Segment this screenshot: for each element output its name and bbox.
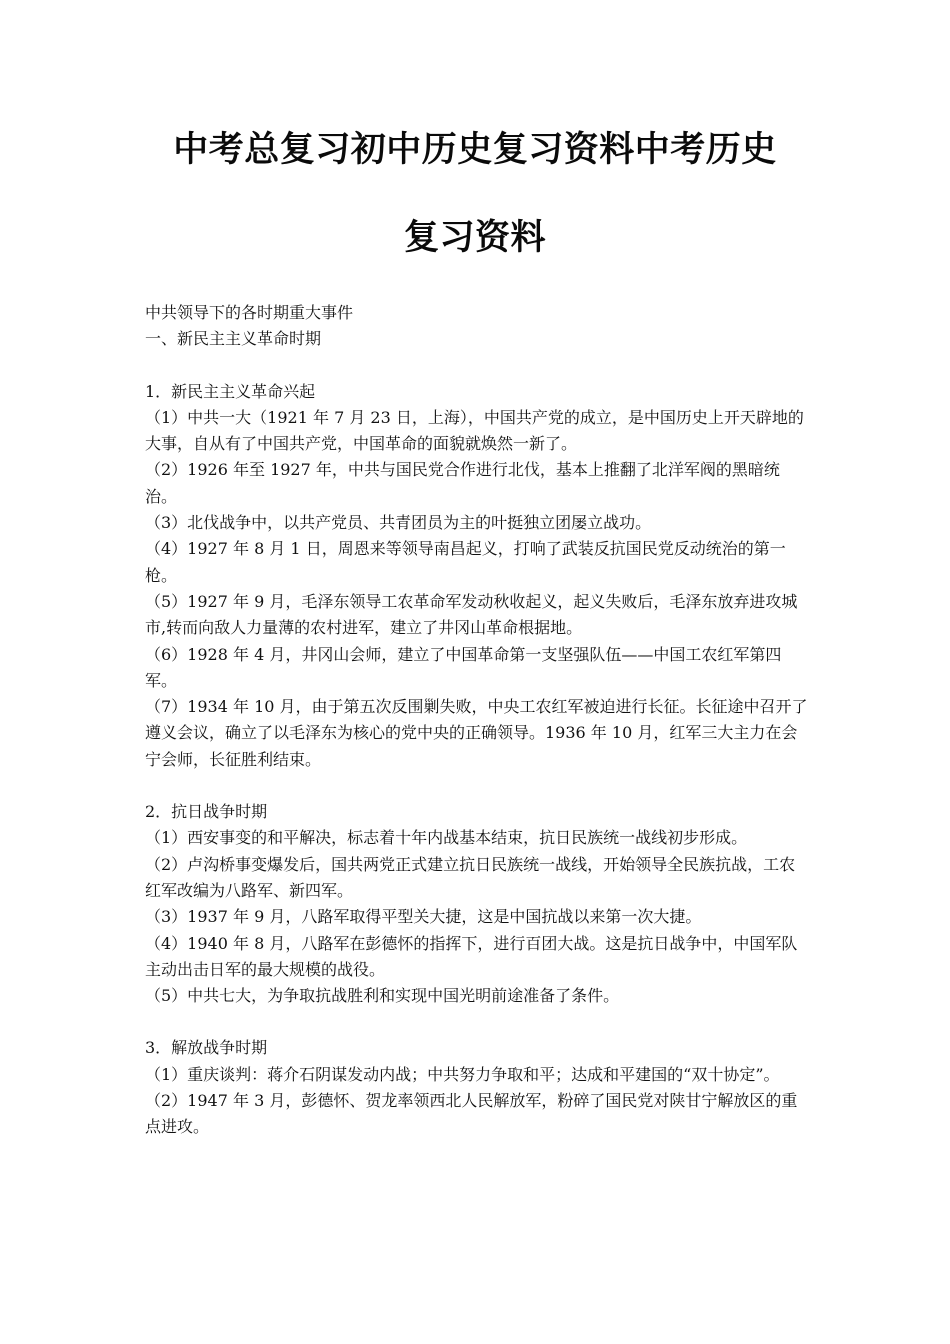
document-title-line-1: 中考总复习初中历史复习资料中考历史 (173, 130, 777, 170)
section-2-item-2: （2）卢沟桥事变爆发后，国共两党正式建立抗日民族统一战线，开始领导全民族抗战，工农红军改编为八路军、新四军。 (145, 854, 796, 900)
section-2-item-3: （3）1937 年 9 月，八路军取得平型关大捷，这是中国抗战以来第一次大捷。 (145, 907, 702, 927)
section-2-heading: 2．抗日战争时期 (145, 802, 268, 822)
section-3-item-2: （2）1947 年 3 月，彭德怀、贺龙率领西北人民解放军，粉碎了国民党对陕甘宁解放区的重点进攻。 (145, 1091, 798, 1137)
section-1-item-5: （5）1927 年 9 月，毛泽东领导工农革命军发动秋收起义，起义失败后，毛泽东放弃进攻城市,转而向敌人力量薄的农村进军，建立了井冈山革命根据地。 (145, 591, 798, 638)
section-1-item-7: （7）1934 年 10 月，由于第五次反围剿失败，中央工农红军被迫进行长征。长征途中召开了遵义会议，确立了以毛泽东为核心的党中央的正确领导。1936 年 10 月，红军三大主力在会宁会师，长征胜利结束。 (145, 697, 808, 769)
section-2-item-5: （5）中共七大，为争取抗战胜利和实现中国光明前途准备了条件。 (145, 986, 620, 1006)
section-1-item-2: （2）1926 年至 1927 年，中共与国民党合作进行北伐，基本上推翻了北洋军阀的黑暗统治。 (145, 460, 780, 506)
section-1-item-1: （1）中共一大（1921 年 7 月 23 日，上海），中国共产党的成立，是中国历史上开天辟地的大事，自从有了中国共产党，中国革命的面貌就焕然一新了。 (145, 407, 804, 454)
intro-heading: 中共领导下的各时期重大事件 (145, 303, 354, 322)
document-body (145, 300, 810, 1141)
period-heading: 一、新民主主义革命时期 (145, 329, 322, 349)
section-1-heading: 1．新民主主义革命兴起 (145, 381, 316, 401)
paragraph-gap (145, 1009, 810, 1035)
paragraph-gap (145, 353, 810, 379)
section-3-item-1: （1）重庆谈判：蒋介石阴谋发动内战；中共努力争取和平；达成和平建国的“双十协定”。 (145, 1064, 780, 1084)
document-title-line-2: 复习资料 (403, 218, 546, 258)
section-2-item-1: （1）西安事变的和平解决，标志着十年内战基本结束，抗日民族统一战线初步形成。 (145, 828, 748, 848)
section-1-item-3: （3）北伐战争中，以共产党员、共青团员为主的叶挺独立团屡立战功。 (145, 513, 652, 533)
section-3-heading: 3．解放战争时期 (145, 1038, 268, 1058)
section-2-item-4: （4）1940 年 8 月，八路军在彭德怀的指挥下，进行百团大战。这是抗日战争中，中国军队主动出击日军的最大规模的战役。 (145, 933, 798, 979)
section-1-item-6: （6）1928 年 4 月，井冈山会师，建立了中国革命第一支坚强队伍——中国工农红军第四军。 (145, 644, 782, 690)
paragraph-gap (145, 773, 810, 799)
section-1-item-4: （4）1927 年 8 月 1 日，周恩来等领导南昌起义，打响了武装反抗国民党反动统治的第一枪。 (145, 539, 786, 585)
